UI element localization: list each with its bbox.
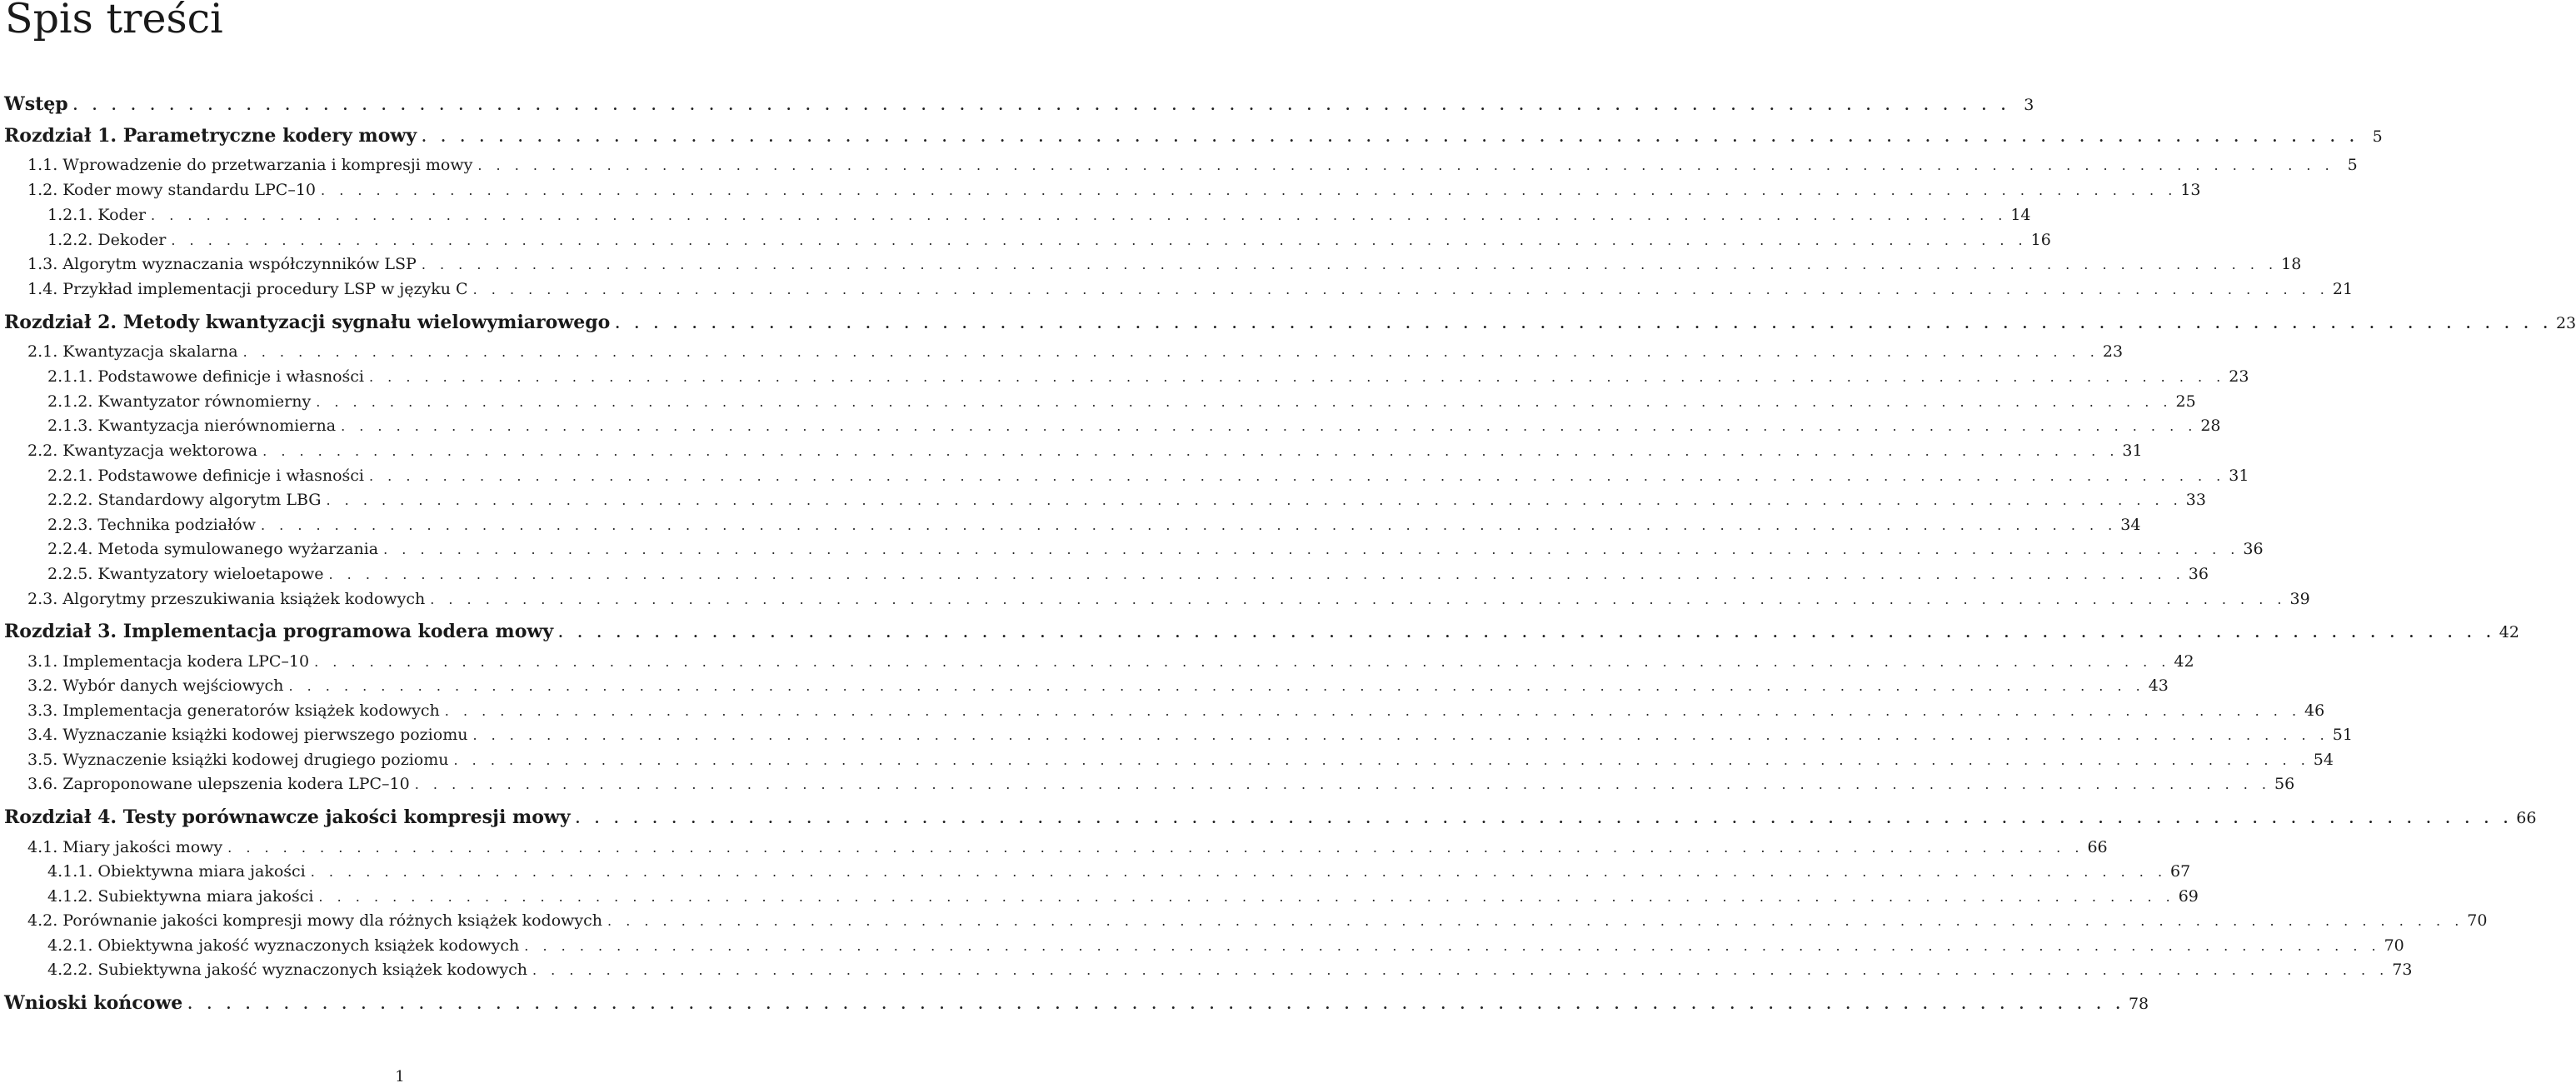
toc-entry-page: 21 <box>2332 280 2354 298</box>
toc-entry-page: 39 <box>2289 590 2310 608</box>
toc-entry-label: 1.3. Algorytm wyznaczania współczynników LSP <box>27 255 417 273</box>
toc-chapter-entry[interactable] <box>0 125 2383 147</box>
toc-entry-label: 4.1. Miary jakości mowy <box>27 838 223 856</box>
dot-leader <box>171 232 2027 248</box>
toc-entry-page: 31 <box>2122 442 2143 460</box>
toc-entry-label: 1.2.2. Dekoder <box>47 231 167 249</box>
dot-leader <box>288 678 2144 694</box>
dot-leader <box>473 282 2329 297</box>
toc-section-entry[interactable] <box>0 156 2358 174</box>
toc-entry-page: 66 <box>2087 838 2108 856</box>
toc-entry-label: Wnioski końcowe <box>4 992 183 1014</box>
toc-chapter-entry[interactable] <box>0 992 2149 1014</box>
dot-leader <box>326 492 2182 508</box>
toc-entry-page: 56 <box>2274 775 2295 793</box>
toc-entry-page: 70 <box>2467 911 2488 930</box>
dot-leader <box>607 913 2464 929</box>
toc-entry-label: Rozdział 3. Implementacja programowa kodera mowy <box>4 621 554 642</box>
page-title: Spis treści <box>5 0 223 42</box>
toc-section-entry[interactable] <box>0 775 2295 793</box>
toc-entry-label: Wstęp <box>4 93 68 115</box>
toc-subsection-entry[interactable] <box>0 467 2249 485</box>
toc-section-entry[interactable] <box>0 590 2310 608</box>
toc-subsection-entry[interactable] <box>0 417 2221 435</box>
toc-entry-page: 5 <box>2372 127 2383 146</box>
dot-leader <box>532 962 2389 978</box>
toc-entry-label: 1.1. Wprowadzenie do przetwarzania i kompresji mowy <box>27 156 473 174</box>
dot-leader <box>369 468 2225 484</box>
toc-entry-label: 2.1. Kwantyzacja skalarna <box>27 342 238 361</box>
toc-entry-page: 66 <box>2516 809 2537 827</box>
toc-section-entry[interactable] <box>0 751 2334 769</box>
toc-entry-page: 67 <box>2170 862 2191 881</box>
toc-entry-page: 31 <box>2229 467 2249 485</box>
dot-leader <box>73 97 2011 113</box>
toc-chapter-entry[interactable] <box>0 806 2537 828</box>
toc-chapter-entry[interactable] <box>0 93 2034 115</box>
toc-entry-label: 3.2. Wybór danych wejściowych <box>27 676 284 695</box>
toc-subsection-entry[interactable] <box>0 862 2191 881</box>
toc-entry-page: 43 <box>2148 676 2169 695</box>
page-number: 1 <box>395 1068 405 1086</box>
toc-entry-page: 5 <box>2347 156 2358 174</box>
toc-subsection-entry[interactable] <box>0 936 2404 955</box>
dot-leader <box>422 129 2359 145</box>
toc-section-entry[interactable] <box>0 181 2201 199</box>
toc-entry-label: 2.1.2. Kwantyzator równomierny <box>47 392 312 411</box>
toc-entry-page: 36 <box>2243 540 2264 558</box>
dot-leader <box>329 566 2185 582</box>
toc-entry-page: 78 <box>2128 995 2149 1013</box>
toc-entry-label: 2.1.1. Podstawowe definicje i własności <box>47 367 364 386</box>
toc-section-entry[interactable] <box>0 701 2325 720</box>
dot-leader <box>524 938 2380 954</box>
dot-leader <box>454 752 2310 768</box>
toc-entry-page: 33 <box>2185 491 2206 509</box>
dot-leader <box>369 369 2225 385</box>
dot-leader <box>187 996 2125 1012</box>
toc-entry-label: 3.3. Implementacja generatorów książek kodowych <box>27 701 440 720</box>
dot-leader <box>341 418 2197 434</box>
toc-entry-page: 42 <box>2499 623 2519 641</box>
toc-section-entry[interactable] <box>0 342 2124 361</box>
dot-leader <box>311 864 2167 880</box>
dot-leader <box>316 394 2172 410</box>
dot-leader <box>445 703 2301 719</box>
dot-leader <box>477 157 2334 173</box>
toc-entry-label: 2.2.2. Standardowy algorytm LBG <box>47 491 322 509</box>
toc-chapter-entry[interactable] <box>0 621 2519 642</box>
dot-leader <box>576 811 2514 826</box>
toc-subsection-entry[interactable] <box>0 392 2196 411</box>
toc-entry-page: 73 <box>2392 961 2413 979</box>
toc-subsection-entry[interactable] <box>0 540 2264 558</box>
dot-leader <box>383 542 2239 557</box>
toc-entry-page: 3 <box>2024 96 2034 114</box>
dot-leader <box>243 344 2099 360</box>
toc-entry-label: Rozdział 4. Testy porównawcze jakości kompresji mowy <box>4 806 571 828</box>
toc-section-entry[interactable] <box>0 652 2194 671</box>
dot-leader <box>261 517 2117 533</box>
toc-entry-label: 1.2.1. Koder <box>47 206 147 224</box>
dot-leader <box>422 257 2278 272</box>
toc-entry-label: 2.2.1. Podstawowe definicje i własności <box>47 467 364 485</box>
toc-entry-page: 28 <box>2200 417 2221 435</box>
toc-entry-label: 1.4. Przykład implementacji procedury LSP w języku C <box>27 280 468 298</box>
dot-leader <box>472 727 2329 743</box>
toc-subsection-entry[interactable] <box>0 367 2249 386</box>
toc-entry-label: 2.2.4. Metoda symulowanego wyżarzania <box>47 540 379 558</box>
toc-subsection-entry[interactable] <box>0 516 2141 534</box>
toc-entry-label: 2.2.3. Technika podziałów <box>47 516 256 534</box>
toc-entry-page: 69 <box>2178 887 2199 906</box>
dot-leader <box>430 591 2286 607</box>
toc-entry-label: 3.1. Implementacja kodera LPC–10 <box>27 652 310 671</box>
toc-section-entry[interactable] <box>0 911 2488 930</box>
toc-entry-page: 18 <box>2281 255 2302 273</box>
toc-entry-page: 16 <box>2030 231 2051 249</box>
toc-entry-label: 4.1.1. Obiektywna miara jakości <box>47 862 306 881</box>
toc-subsection-entry[interactable] <box>0 565 2209 583</box>
toc-entry-label: 2.3. Algorytmy przeszukiwania książek kodowych <box>27 590 426 608</box>
toc-entry-page: 51 <box>2332 726 2353 744</box>
dot-leader <box>415 776 2271 792</box>
toc-subsection-entry[interactable] <box>0 491 2206 509</box>
toc-entry-page: 46 <box>2304 701 2325 720</box>
toc-entry-label: 4.2.2. Subiektywna jakość wyznaczonych książek kodowych <box>47 961 527 979</box>
dot-leader <box>321 182 2177 198</box>
toc-subsection-entry[interactable] <box>0 887 2199 906</box>
toc-section-entry[interactable] <box>0 280 2354 298</box>
toc-entry-page: 25 <box>2175 392 2196 411</box>
toc-entry-label: 1.2. Koder mowy standardu LPC–10 <box>27 181 317 199</box>
dot-leader <box>318 889 2174 905</box>
toc-entry-label: 3.5. Wyznaczenie książki kodowej drugiego poziomu <box>27 751 449 769</box>
dot-leader <box>314 654 2170 670</box>
toc-section-entry[interactable] <box>0 442 2143 460</box>
toc-entry-page: 23 <box>2229 367 2249 386</box>
toc-entry-label: 3.6. Zaproponowane ulepszenia kodera LPC–10 <box>27 775 410 793</box>
toc-entry-label: 2.2. Kwantyzacja wektorowa <box>27 442 258 460</box>
toc-subsection-entry[interactable] <box>0 206 2031 224</box>
toc-entry-label: 4.2. Porównanie jakości kompresji mowy dla różnych książek kodowych <box>27 911 603 930</box>
toc-entry-page: 14 <box>2010 206 2031 224</box>
toc-subsection-entry[interactable] <box>0 961 2413 979</box>
toc-entry-page: 70 <box>2384 936 2404 955</box>
toc-section-entry[interactable] <box>0 726 2353 744</box>
dot-leader <box>151 207 2007 223</box>
dot-leader <box>558 625 2496 641</box>
toc-entry-page: 54 <box>2313 751 2334 769</box>
toc-chapter-entry[interactable] <box>0 312 2576 333</box>
toc-entry-page: 36 <box>2188 565 2209 583</box>
dot-leader <box>262 443 2119 459</box>
toc-entry-label: Rozdział 1. Parametryczne kodery mowy <box>4 125 417 147</box>
toc-entry-page: 34 <box>2120 516 2141 534</box>
toc-entry-page: 42 <box>2174 652 2194 671</box>
dot-leader <box>615 316 2553 332</box>
toc-section-entry[interactable] <box>0 838 2108 856</box>
toc-entry-label: Rozdział 2. Metody kwantyzacji sygnału wielowymiarowego <box>4 312 611 333</box>
toc-entry-label: 2.1.3. Kwantyzacja nierównomierna <box>47 417 337 435</box>
toc-entry-label: 3.4. Wyznaczanie książki kodowej pierwszego poziomu <box>27 726 468 744</box>
toc-entry-label: 4.1.2. Subiektywna miara jakości <box>47 887 314 906</box>
toc-section-entry[interactable] <box>0 676 2169 695</box>
toc-entry-page: 23 <box>2102 342 2124 361</box>
dot-leader <box>227 840 2084 856</box>
toc-entry-label: 4.2.1. Obiektywna jakość wyznaczonych książek kodowych <box>47 936 520 955</box>
toc-entry-page: 13 <box>2180 181 2201 199</box>
toc-entry-page: 23 <box>2555 314 2576 332</box>
toc-subsection-entry[interactable] <box>0 231 2051 249</box>
toc-section-entry[interactable] <box>0 255 2302 273</box>
toc-entry-label: 2.2.5. Kwantyzatory wieloetapowe <box>47 565 324 583</box>
